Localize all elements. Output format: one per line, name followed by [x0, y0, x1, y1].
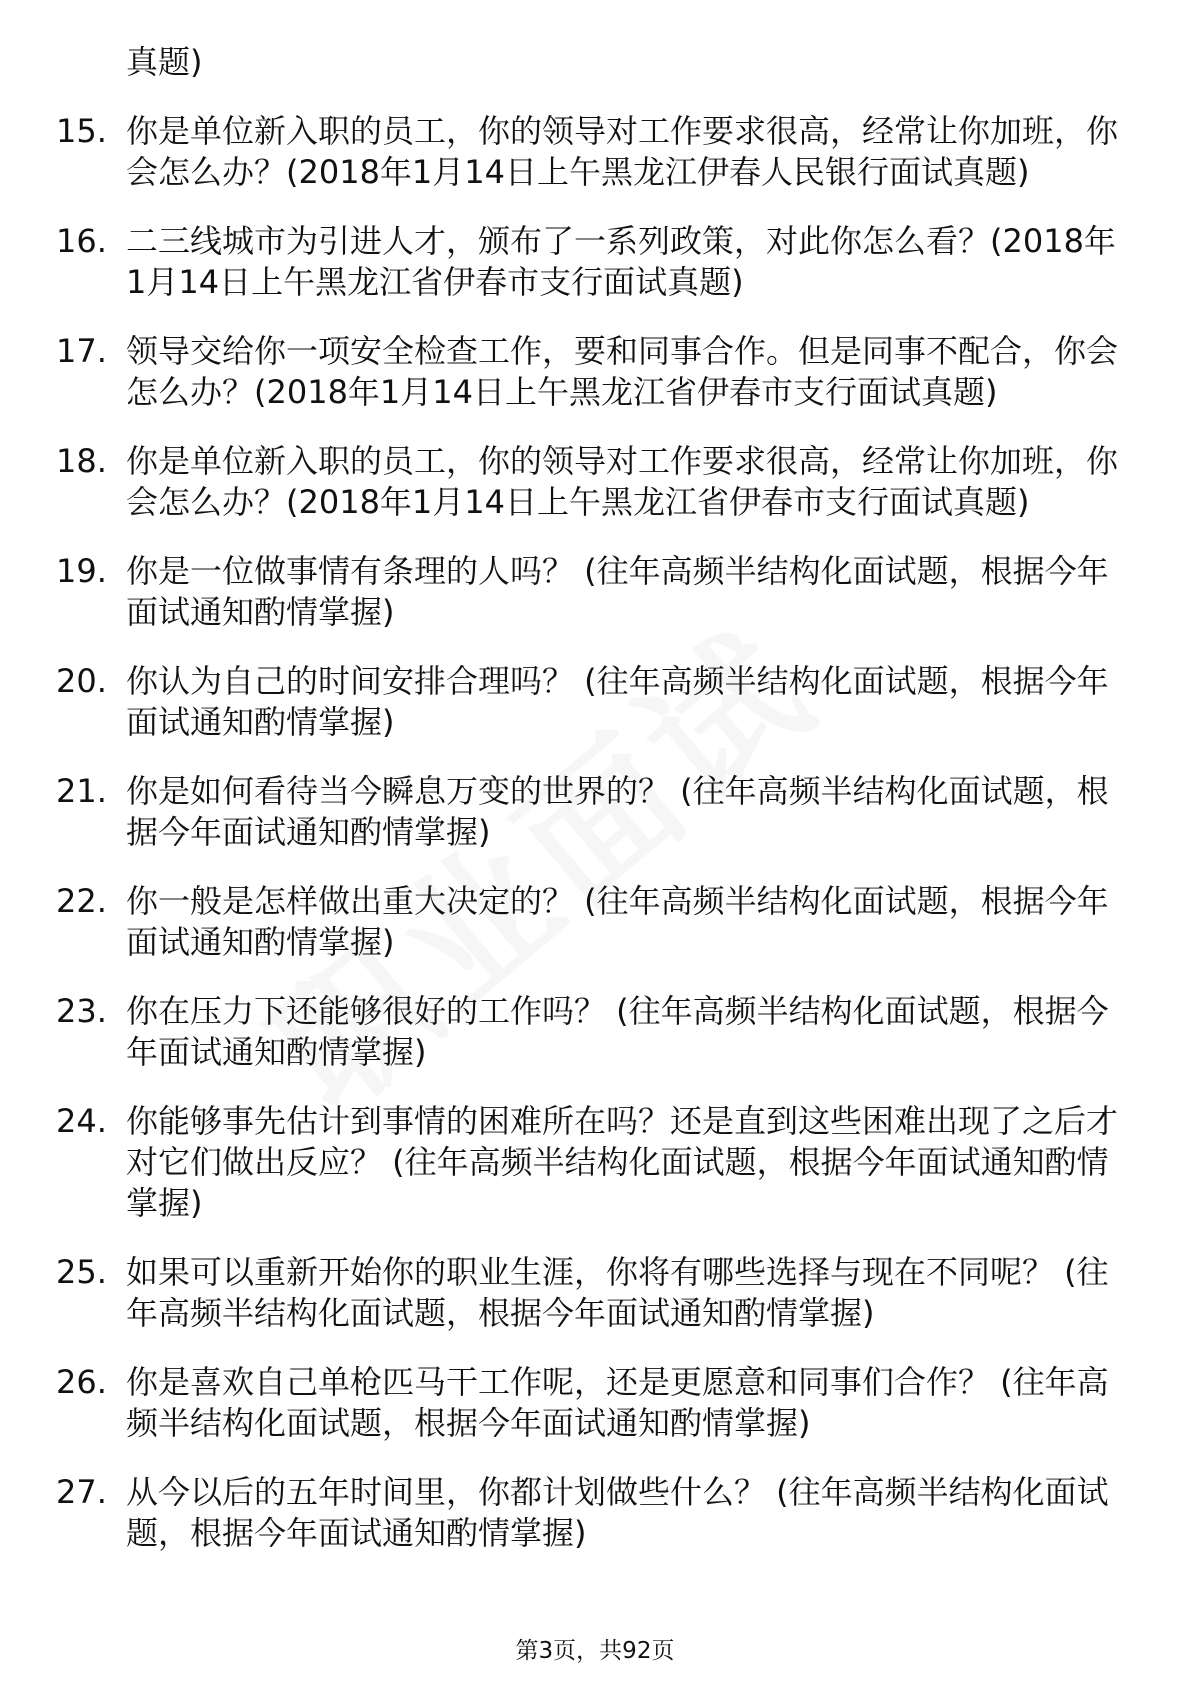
question-number: 21. — [56, 772, 107, 810]
question-number: 27. — [56, 1473, 107, 1511]
question-list — [56, 111, 1136, 1554]
question-item — [56, 1362, 1136, 1444]
question-content — [56, 42, 1136, 1582]
question-text: 你能够事先估计到事情的困难所在吗？还是直到这些困难出现了之后才对它们做出反应？ (往年高频半结构化面试题，根据今年面试通知酌情掌握) — [126, 1102, 1119, 1222]
question-item — [56, 1101, 1136, 1224]
question-text: 从今以后的五年时间里，你都计划做些什么？ (往年高频半结构化面试题，根据今年面试通知酌情掌握) — [126, 1473, 1109, 1552]
question-item — [56, 771, 1136, 853]
question-text: 你是喜欢自己单枪匹马干工作呢，还是更愿意和同事们合作？ (往年高频半结构化面试题，根据今年面试通知酌情掌握) — [126, 1363, 1109, 1442]
question-item — [56, 441, 1136, 523]
question-number: 20. — [56, 662, 107, 700]
question-number: 16. — [56, 222, 107, 260]
page-footer: 第3页，共92页 — [515, 1638, 675, 1664]
question-item — [56, 661, 1136, 743]
question-number: 26. — [56, 1363, 107, 1401]
question-text: 你是单位新入职的员工，你的领导对工作要求很高，经常让你加班，你会怎么办？(2018年1月14日上午黑龙江伊春人民银行面试真题) — [126, 112, 1119, 191]
question-number: 25. — [56, 1253, 107, 1291]
question-item — [56, 221, 1136, 303]
question-text: 你在压力下还能够很好的工作吗？ (往年高频半结构化面试题，根据今年面试通知酌情掌握) — [126, 992, 1109, 1071]
question-number: 15. — [56, 112, 107, 150]
question-item — [56, 1472, 1136, 1554]
question-text: 你是如何看待当今瞬息万变的世界的？ (往年高频半结构化面试题，根据今年面试通知酌情掌握) — [126, 772, 1109, 851]
previous-question-tail: 真题) — [126, 43, 203, 81]
question-item — [56, 1252, 1136, 1334]
question-number: 17. — [56, 332, 107, 370]
question-item — [56, 331, 1136, 413]
question-number: 23. — [56, 992, 107, 1030]
question-text: 领导交给你一项安全检查工作，要和同事合作。但是同事不配合，你会怎么办？(2018年1月14日上午黑龙江省伊春市支行面试真题) — [126, 332, 1119, 411]
question-text: 如果可以重新开始你的职业生涯，你将有哪些选择与现在不同呢？ (往年高频半结构化面试题，根据今年面试通知酌情掌握) — [126, 1253, 1109, 1332]
question-text: 你是一位做事情有条理的人吗？ (往年高频半结构化面试题，根据今年面试通知酌情掌握) — [126, 552, 1109, 631]
question-text: 你一般是怎样做出重大决定的？ (往年高频半结构化面试题，根据今年面试通知酌情掌握) — [126, 882, 1109, 961]
question-number: 24. — [56, 1102, 107, 1140]
question-text: 二三线城市为引进人才，颁布了一系列政策，对此你怎么看？(2018年1月14日上午黑龙江省伊春市支行面试真题) — [126, 222, 1116, 301]
question-item — [56, 111, 1136, 193]
question-number: 22. — [56, 882, 107, 920]
question-number: 19. — [56, 552, 107, 590]
question-item — [56, 881, 1136, 963]
question-item — [56, 991, 1136, 1073]
question-number: 18. — [56, 442, 107, 480]
question-text: 你认为自己的时间安排合理吗？ (往年高频半结构化面试题，根据今年面试通知酌情掌握) — [126, 662, 1109, 741]
question-item — [56, 551, 1136, 633]
question-text: 你是单位新入职的员工，你的领导对工作要求很高，经常让你加班，你会怎么办？(2018年1月14日上午黑龙江省伊春市支行面试真题) — [126, 442, 1119, 521]
